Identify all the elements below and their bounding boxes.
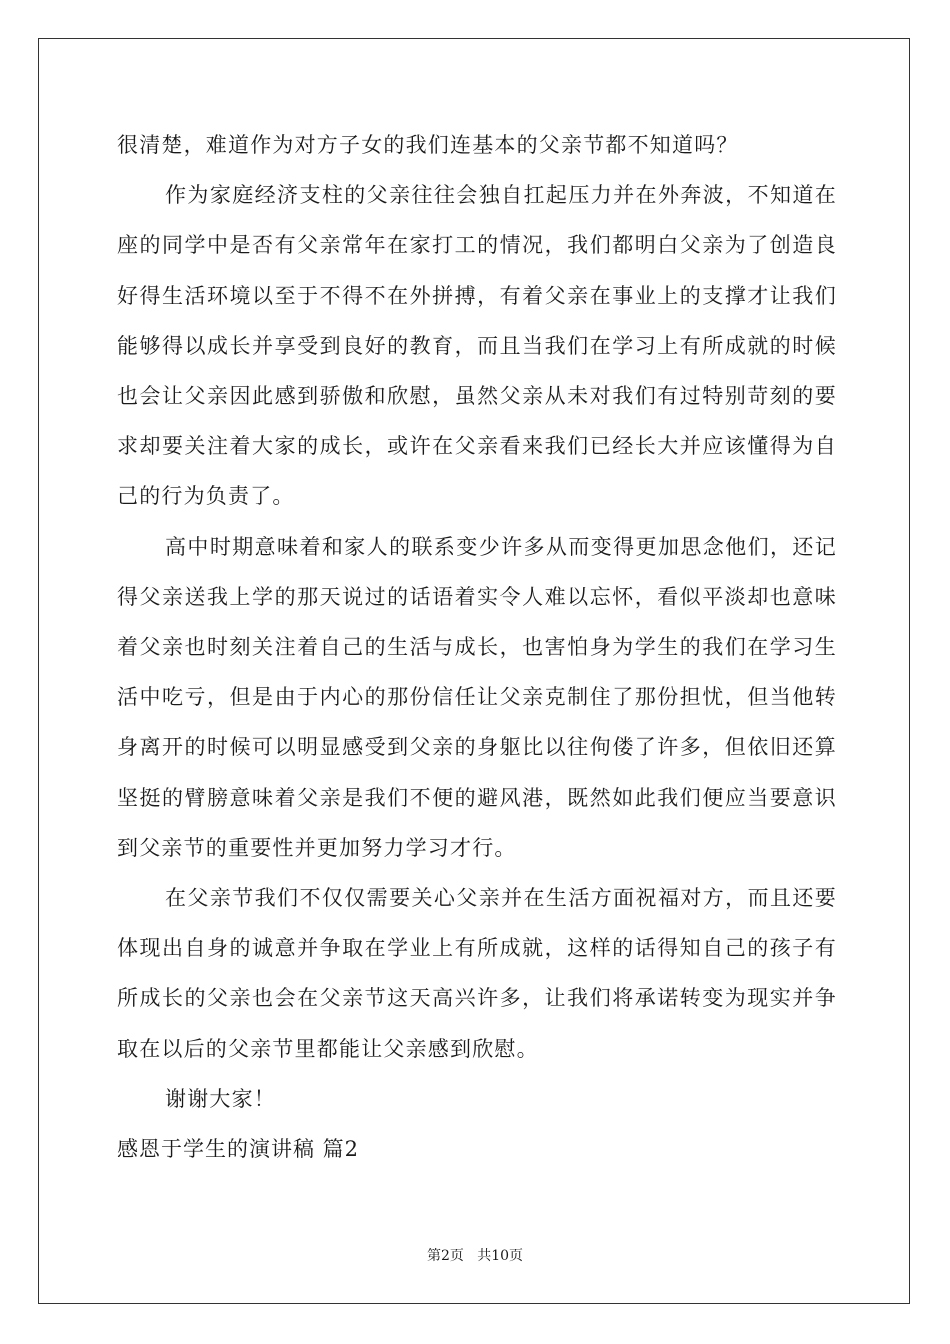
paragraph: 作为家庭经济支柱的父亲往往会独自扛起压力并在外奔波，不知道在座的同学中是否有父亲常年在家打工的情况，我们都明白父亲为了创造良好得生活环境以至于不得不在外拼搏，有着父亲在事业上的支撑才让我们能够得以成长并享受到良好的教育，而且当我们在学习上有所成就的时候也会让父亲因此感到骄傲和欣慰，虽然父亲从未对我们有过特别苛刻的要求却要关注着大家的成长，或许在父亲看来我们已经长大并应该懂得为自己的行为负责了。: [117, 183, 837, 509]
paragraph-continuation: 很清楚，难道作为对方子女的我们连基本的父亲节都不知道吗？: [117, 133, 739, 157]
page-number-footer: 第2页 共10页: [426, 1248, 524, 1264]
closing-line: 谢谢大家！: [165, 1086, 276, 1111]
paragraph: 在父亲节我们不仅仅需要关心父亲并在生活方面祝福对方，而且还要体现出自身的诚意并争取在学业上有所成就，这样的话得知自己的孩子有所成长的父亲也会在父亲节这天高兴许多，让我们将承诺转变为现实并争取在以后的父亲节里都能让父亲感到欣慰。: [117, 886, 837, 1061]
paragraph: 高中时期意味着和家人的联系变少许多从而变得更加思念他们，还记得父亲送我上学的那天说过的话语着实令人难以忘怀，看似平淡却也意味着父亲也时刻关注着自己的生活与成长，也害怕身为学生的我们在学习生活中吃亏，但是由于内心的那份信任让父亲克制住了那份担忧，但当他转身离开的时候可以明显感受到父亲的身躯比以往佝偻了许多，但依旧还算坚挺的臂膀意味着父亲是我们不便的避风港，既然如此我们便应当要意识到父亲节的重要性并更加努力学习才行。: [117, 534, 837, 860]
section-heading: 感恩于学生的演讲稿 篇2: [117, 1137, 360, 1162]
document-body: [117, 120, 837, 1174]
